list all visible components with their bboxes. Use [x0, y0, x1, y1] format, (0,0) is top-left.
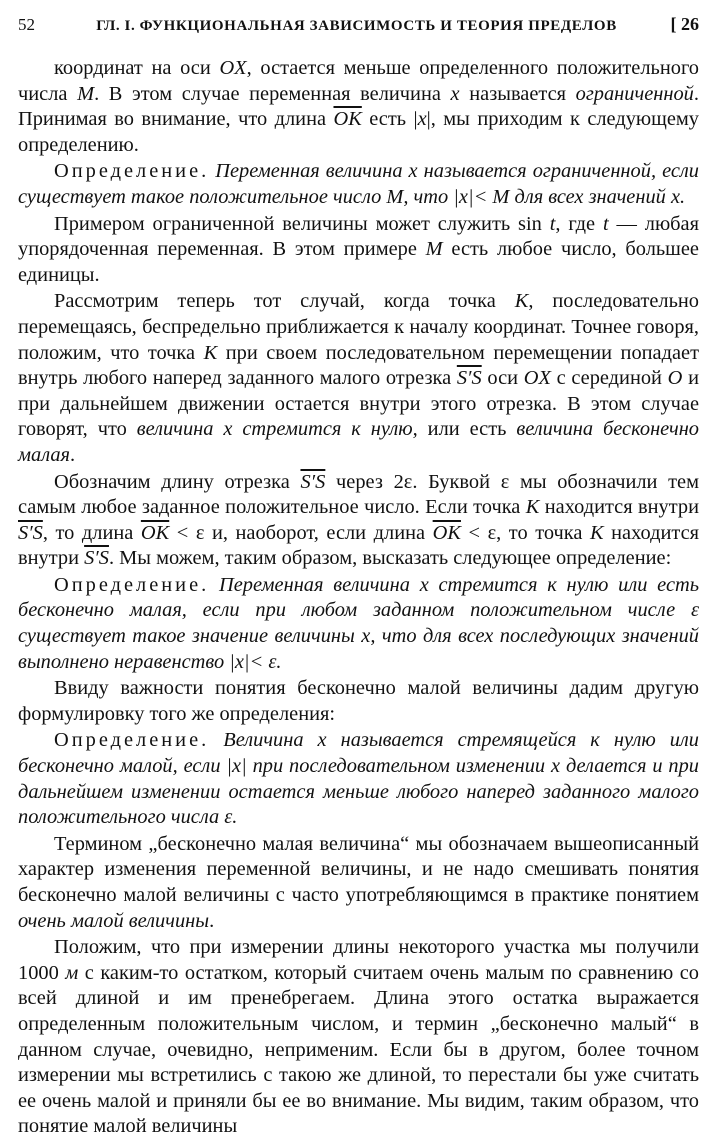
definition-text: Величина x называется стремящейся к нулю или бесконечно малой, если |x| при последовательном изменении x делается и при дальнейшем изменении остается меньше любого наперед заданного малого положительного числа ε.: [18, 729, 699, 829]
segment-overline: $\overline{OK}$: [140, 521, 170, 544]
segment-overline: S′S: [18, 521, 43, 544]
text-run: оси: [481, 367, 524, 390]
segment-overline: S′S: [456, 367, 482, 390]
math-var: K: [514, 290, 529, 313]
text-run: , то длина: [42, 521, 141, 544]
text-run: Примером ограниченной величины может служить sin: [54, 212, 550, 235]
paragraph-10: [18, 935, 699, 1140]
definition-2: [18, 573, 699, 675]
text-run: есть любое число, большее единицы.: [18, 238, 699, 286]
text-run: Термином „бесконечно малая величина“ мы обозначаем вышеописанный характер изменения переменной величины, и не надо смешивать понятия бесконечно малой величины с часто употребляющимся в практике понятием: [18, 832, 699, 906]
math-var: x: [417, 108, 427, 131]
page-header: [18, 14, 699, 44]
emphasis: величина x стремится к нулю,: [136, 418, 418, 441]
math-var: x: [450, 82, 460, 105]
math-var: M: [425, 238, 443, 261]
text-run: — любая упорядоченная переменная. В этом примере: [18, 212, 699, 261]
paragraph-5: [18, 470, 699, 572]
unit: м: [65, 961, 79, 984]
text-run: есть |: [361, 108, 418, 131]
running-title: ГЛ. I. ФУНКЦИОНАЛЬНАЯ ЗАВИСИМОСТЬ И ТЕОРИЯ ПРЕДЕЛОВ: [96, 18, 617, 34]
text-run: Обозначим длину отрезка: [54, 470, 301, 493]
text-run: .: [209, 909, 215, 932]
paragraph-3: [18, 212, 699, 289]
text-run: называется: [459, 82, 576, 105]
text-run: . Мы можем, таким образом, высказать следующее определение:: [108, 547, 672, 570]
page-number: 52: [18, 15, 35, 34]
text-run: < ε и, наоборот, если длина: [169, 521, 433, 544]
paragraph-9: [18, 832, 699, 934]
text-run: Положим, что при измерении длины некоторого участка мы получили 1000: [18, 936, 699, 984]
text-run: , последовательно перемещаясь, беспредельно приближается к началу координат. Точнее говоря, положим, что точка: [18, 290, 700, 364]
text-run: Рассмотрим теперь тот случай, когда точка: [54, 290, 515, 313]
text-run: .: [70, 443, 76, 466]
math-var: K: [203, 341, 218, 364]
segment-overline: S′S: [84, 547, 109, 570]
text-run: находится внутри: [539, 496, 700, 519]
definition-text: Переменная величина x называется ограниченной, если существует такое положительное число M, что |x|< M для всех значений x.: [18, 160, 699, 208]
math-var: OX: [219, 57, 247, 79]
text-run: |, мы приходим к следующему определению.: [18, 108, 699, 156]
text-run: с каким-то остатком, который считаем очень малым по сравнению со всей длиной и им пренебрегаем. Длина этого остатка выражается определенным положительным числом, и термин „бесконечно малый“ в данном случае, очевидно, неприменим. Если бы в другом, более точном измерении мы встретились с такою же длиной, то перестали бы уже считать ее очень малой и приняли бы ее во внимание. Мы видим, таким образом, что понятие малой величины: [18, 961, 699, 1138]
math-var: t: [602, 212, 609, 235]
text-run: с серединой: [550, 367, 668, 390]
text-run: через 2ε. Буквой ε мы обозначили тем самым любое заданное положительное число. Если точка: [18, 470, 699, 519]
text-run: . Принимая во внимание, что длина: [18, 82, 699, 131]
definition-3: [18, 728, 699, 830]
math-var: K: [589, 521, 604, 544]
emphasis: очень малой величины: [18, 909, 210, 932]
section-number: [ 26: [670, 14, 699, 34]
definition-lead: Определение.: [54, 160, 210, 183]
emphasis: величина бесконечно малая: [18, 418, 699, 466]
definition-lead: Определение.: [54, 729, 210, 752]
emphasis: ограниченной: [575, 82, 694, 105]
text-run: . В этом случае переменная величина: [94, 82, 451, 105]
paragraph-7: Ввиду важности понятия бесконечно малой величины дадим другую формулировку того же определения:: [18, 677, 699, 725]
text-run: < ε, то точка: [460, 521, 590, 544]
definition-1: [18, 159, 699, 210]
text-run: координат на оси: [54, 57, 220, 79]
definition-text: Переменная величина x стремится к нулю или есть бесконечно малая, если при любом заданном положительном числе ε существует такое значение величины x, что для всех последующих значений выполнено неравенство |x|< ε.: [18, 573, 699, 673]
text-run: при своем последовательном перемещении попадает внутрь любого наперед заданного малого отрезка: [18, 341, 699, 390]
text-run: или есть: [417, 418, 517, 441]
text-run: , остается меньше определенного положительного числа: [18, 57, 699, 105]
page-body: [18, 56, 699, 1140]
math-var: M: [77, 82, 95, 105]
math-var: t: [549, 212, 556, 235]
paragraph-4: [18, 289, 699, 468]
segment-overline: S′S: [300, 470, 326, 493]
text-run: находится внутри: [18, 521, 699, 570]
math-var: OX: [523, 367, 551, 390]
definition-lead: Определение.: [54, 573, 210, 596]
text-run: и при дальнейшем движении остается внутри этого отрезка. В этом случае говорят, что: [18, 367, 699, 441]
segment-overline: $\overline{OK}$: [333, 108, 362, 131]
paragraph-1: [18, 56, 699, 158]
math-var: O: [667, 367, 683, 390]
text-run: , где: [555, 212, 603, 235]
math-var: K: [525, 496, 540, 519]
segment-overline: $\overline{OK}$: [432, 521, 461, 544]
